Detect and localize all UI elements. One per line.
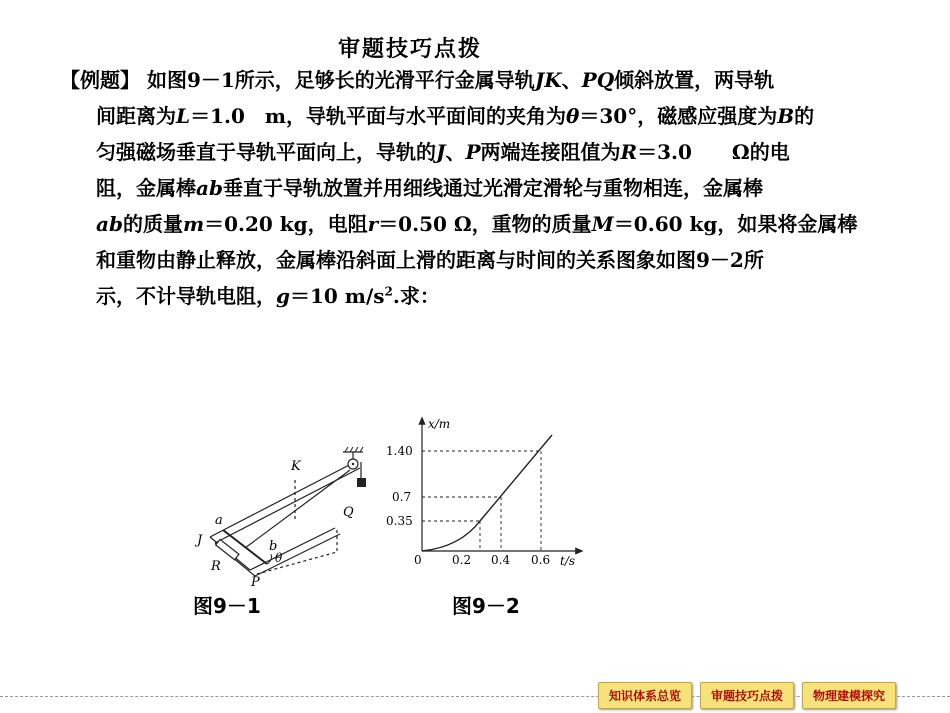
nav-question-tips-button[interactable]: 审题技巧点拨 (700, 682, 794, 709)
text: .求： (392, 284, 440, 308)
label-theta: θ (275, 551, 283, 565)
label-b: b (269, 539, 278, 554)
text: ＝0.20 kg，电阻 (204, 212, 368, 236)
problem-line-5 (60, 206, 910, 242)
ytick-label: 1.40 (386, 444, 413, 458)
text: 的 (794, 104, 815, 128)
var: g (276, 284, 290, 308)
exponent: 2 (384, 284, 393, 299)
text: 阻，金属棒 (96, 176, 196, 200)
var: B (777, 104, 795, 128)
figure-caption-1: 图9－1 (193, 594, 261, 618)
nav-knowledge-overview-button[interactable]: 知识体系总览 (598, 682, 692, 709)
problem-line-1 (60, 62, 910, 98)
text: 间距离为 (96, 104, 176, 128)
problem-line-6 (60, 242, 910, 278)
text: 倾斜放置，两导轨 (614, 68, 775, 92)
xtick-label: 0.6 (531, 553, 551, 567)
y-axis-label: x/m (428, 417, 451, 431)
text: 匀强磁场垂直于导轨平面向上，导轨的 (96, 140, 436, 164)
ytick-label: 0.35 (386, 514, 413, 528)
resistor (216, 539, 239, 559)
text: 示，不计导轨电阻， (96, 284, 276, 308)
figure-caption-2: 图9－2 (452, 594, 520, 618)
label-Q: Q (343, 505, 354, 520)
text: ＝0.50 Ω，重物的质量 (378, 212, 592, 236)
origin-label: 0 (414, 553, 422, 567)
var: ab (96, 212, 123, 236)
label-P: P (251, 575, 260, 590)
text: ＝30°，磁感应强度为 (579, 104, 778, 128)
text: 和重物由静止释放，金属棒沿斜面上滑的距离与时间的关系图象如图9－2所 (96, 248, 764, 272)
label-J: J (197, 533, 203, 548)
text: 的质量 (122, 212, 183, 236)
problem-text (60, 62, 910, 314)
text: ＝3.0 Ω的电 (637, 140, 790, 164)
label-K: K (291, 459, 301, 474)
problem-line-4 (60, 170, 910, 206)
ytick-label: 0.7 (392, 490, 412, 504)
text: 、 (561, 68, 582, 92)
weight-block (357, 478, 366, 487)
text: 如图9－1所示，足够长的光滑平行金属导轨 (146, 68, 535, 92)
example-tag: 【例题】 (60, 68, 140, 92)
var: ab (196, 176, 223, 200)
label-R: R (211, 559, 221, 574)
text: 、 (445, 140, 466, 164)
var: r (367, 212, 379, 236)
text: 垂直于导轨放置并用细线通过光滑定滑轮与重物相连，金属棒 (222, 176, 763, 200)
xtick-label: 0.2 (452, 553, 472, 567)
text: ＝10 m/s (289, 284, 385, 308)
var: L (176, 104, 191, 128)
problem-line-7 (60, 278, 910, 314)
problem-line-2 (60, 98, 910, 134)
var: θ (566, 104, 580, 128)
xt-graph (380, 410, 590, 575)
var: m (182, 212, 205, 236)
xt-curve (422, 435, 552, 551)
var: PQ (581, 68, 615, 92)
text: 两端连接阻值为 (480, 140, 621, 164)
x-axis-label: t/s (560, 554, 576, 568)
problem-line-3 (60, 134, 910, 170)
var: R (620, 140, 638, 164)
nav-physics-modeling-button[interactable]: 物理建模探究 (802, 682, 896, 709)
xtick-label: 0.4 (491, 553, 511, 567)
var: J (436, 140, 446, 164)
bottom-nav (598, 682, 896, 709)
var: JK (534, 68, 562, 92)
text: ＝1.0 m，导轨平面与水平面间的夹角为 (190, 104, 567, 128)
text: ＝0.60 kg，如果将金属棒 (613, 212, 858, 236)
page-title: 审题技巧点拨 (337, 37, 482, 62)
rails-diagram (185, 440, 395, 595)
var: M (591, 212, 614, 236)
label-a: a (215, 513, 223, 528)
var: P (465, 140, 481, 164)
